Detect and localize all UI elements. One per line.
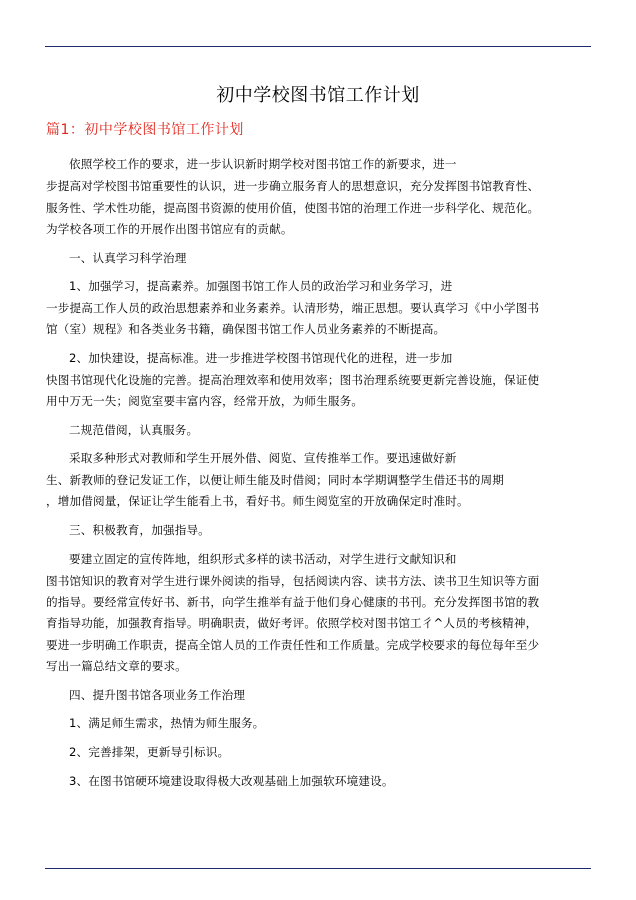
paragraph-line: ，增加借阅量，保证让学生能看上书，看好书。师生阅览室的开放确保定时准时。 (46, 494, 469, 508)
section-heading-line: 二规范借阅，认真服务。 (69, 423, 199, 437)
paragraph-line: 快图书馆现代化设施的完善。提高治理效率和使用效率；图书治理系统要更新完善设施，保证使 (46, 373, 540, 387)
paragraph-line: 要建立固定的宣传阵地，组织形式多样的读书活动，对学生进行文献知识和 (69, 552, 457, 566)
paragraph-line: 馆（室）规程》和各类业务书籍，确保图书馆工作人员业务素养的不断提高。 (46, 322, 446, 336)
paragraph-line: 为学校各项工作的开展作出图书馆应有的贡献。 (46, 222, 293, 236)
paragraph-line: 写出一篇总结文章的要求。 (46, 659, 187, 673)
list-item: 3、在图书馆硬环境建设取得极大改观基础上加强软环境建设。 (69, 774, 394, 788)
paragraph-line: 图书馆知识的教育对学生进行课外阅读的指导，包括阅读内容、读书方法、读书卫生知识等方面 (46, 574, 540, 588)
paragraph-line: 的指导。要经常宣传好书、新书，向学生推举有益于他们身心健康的书刊。充分发挥图书馆的教 (46, 595, 540, 609)
list-item: 2、完善排架，更新导引标识。 (69, 745, 230, 759)
header-rule (45, 46, 591, 47)
list-item: 1、满足师生需求，热情为师生服务。 (69, 716, 265, 730)
paragraph-line: 2、加快建设，提高标准。进一步推进学校图书馆现代化的进程，进一步加 (69, 351, 453, 365)
paragraph-line: 一步提高工作人员的政治思想素养和业务素养。认清形势，端正思想。要认真学习《中小学图书 (46, 301, 540, 315)
paragraph-line: 育指导功能，加强教育指导。明确职责，做好考评。依照学校对图书馆工彳^人员的考核精神， (46, 616, 538, 630)
section-heading-line: 三、积极教育，加强指导。 (69, 523, 210, 537)
section-heading: 篇1：初中学校图书馆工作计划 (46, 122, 244, 138)
paragraph-line: 采取多种形式对教师和学生开展外借、阅览、宣传推举工作。要迅速做好新 (69, 451, 457, 465)
paragraph-line: 生、新教师的登记发证工作，以便让师生能及时借阅；同时本学期调整学生借还书的周期 (46, 473, 505, 487)
paragraph-line: 1、加强学习，提高素养。加强图书馆工作人员的政治学习和业务学习，进 (69, 279, 453, 293)
paragraph-line: 依照学校工作的要求，进一步认识新时期学校对图书馆工作的新要求，进一 (69, 157, 457, 171)
section-heading-line: 四、提升图书馆各项业务工作治理 (69, 688, 246, 702)
paragraph-line: 用中万无一失；阅览室要丰富内容，经常开放，为师生服务。 (46, 394, 364, 408)
document-title: 初中学校图书馆工作计划 (216, 85, 420, 106)
section-heading-line: 一、认真学习科学治理 (69, 251, 187, 265)
paragraph-line: 步提高对学校图书馆重要性的认识，进一步确立服务育人的思想意识，充分发挥图书馆教育性、 (46, 179, 540, 193)
footer-rule (45, 868, 591, 869)
paragraph-line: 服务性、学术性功能，提高图书资源的使用价值，使图书馆的治理工作进一步科学化、规范化。 (46, 201, 540, 215)
paragraph-line: 要进一步明确工作职责，提高全馆人员的工作责任性和工作质量。完成学校要求的每位每年至少 (46, 638, 540, 652)
